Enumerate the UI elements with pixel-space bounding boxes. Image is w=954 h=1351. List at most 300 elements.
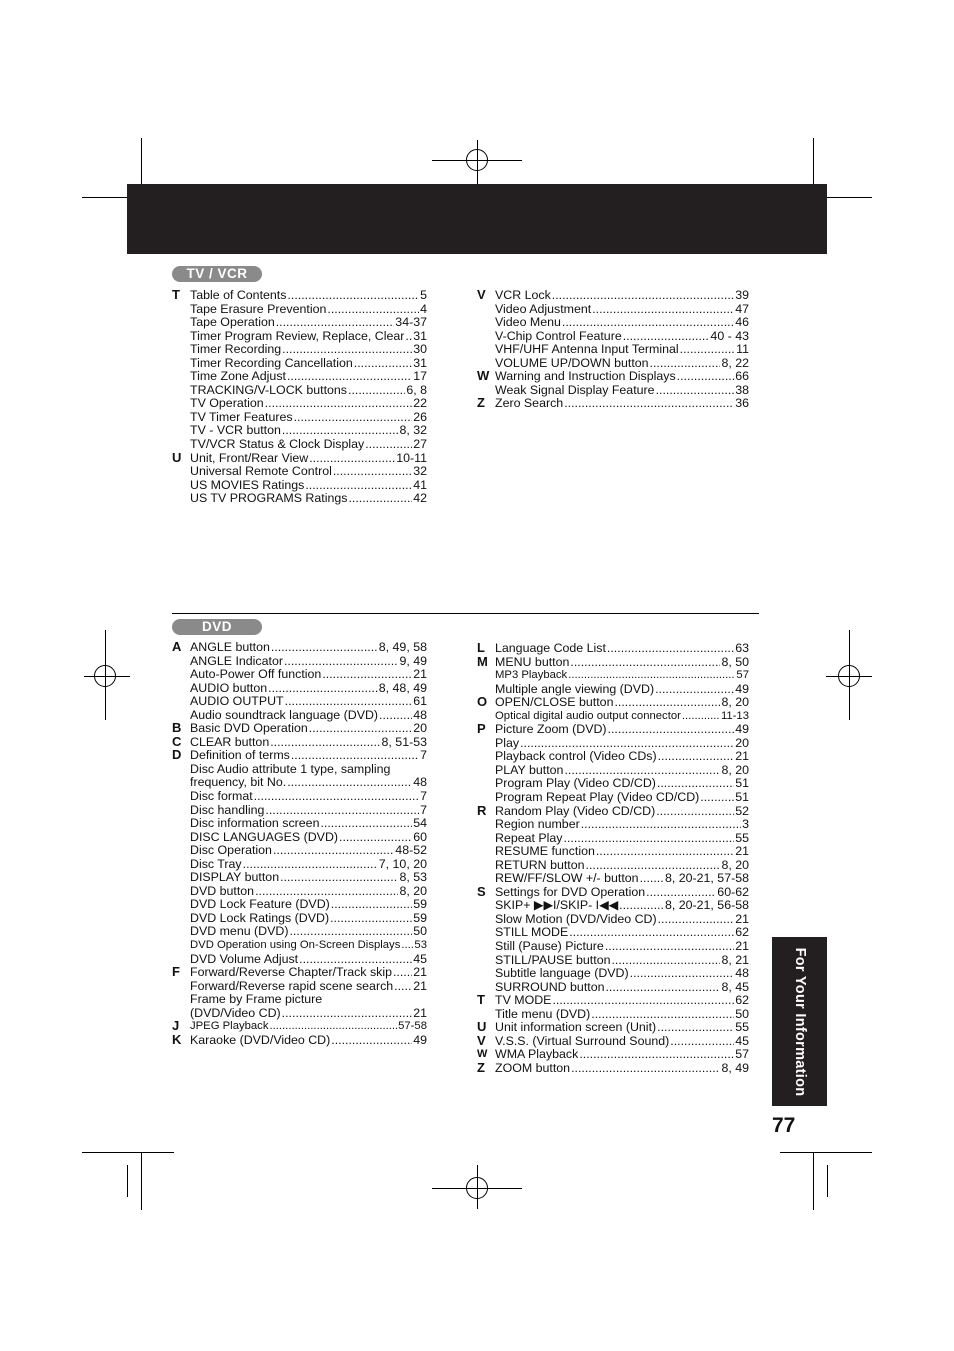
index-entry-label: US TV PROGRAMS Ratings — [190, 491, 348, 506]
index-entry — [495, 926, 749, 940]
dot-leader — [331, 898, 412, 912]
index-entry-label: Timer Recording — [190, 342, 282, 357]
index-entry-page: 3 — [742, 817, 749, 832]
index-entry-page: 27 — [413, 437, 427, 452]
dot-leader — [243, 858, 378, 872]
index-entry-label: AUDIO button — [190, 680, 268, 695]
index-entry-page: 62 — [735, 925, 749, 940]
index-entry-page: 8, 20 — [399, 883, 427, 898]
index-entry — [190, 695, 427, 709]
index-entry — [190, 289, 427, 303]
dot-leader — [656, 805, 734, 819]
index-entry-page: 57 — [735, 1047, 749, 1062]
index-entry-page: 48 — [413, 707, 427, 722]
index-letter-group — [477, 653, 749, 697]
index-letter: V — [477, 287, 486, 302]
dot-leader — [623, 330, 710, 344]
index-letter-group — [477, 642, 749, 656]
index-entry-page: 31 — [413, 328, 427, 343]
dot-leader — [650, 357, 721, 371]
index-entry — [495, 994, 749, 1008]
index-entry — [495, 683, 749, 697]
dot-leader — [299, 953, 412, 967]
index-entry-label: Forward/Reverse Chapter/Track skip — [190, 965, 392, 980]
dot-leader — [586, 859, 721, 873]
index-entry-page: 48 — [413, 775, 427, 790]
dot-leader — [331, 1034, 412, 1048]
index-entry-label: Disc handling — [190, 802, 265, 817]
index-letter-group — [172, 966, 427, 1020]
index-entry-page: 31 — [413, 355, 427, 370]
dot-leader — [305, 479, 412, 493]
index-entry — [190, 438, 427, 452]
index-entry — [190, 953, 427, 967]
index-entry-page: 59 — [413, 910, 427, 925]
index-entry — [495, 859, 749, 873]
dot-leader — [327, 303, 419, 317]
index-entry-page: 4 — [420, 301, 427, 316]
dot-leader — [552, 289, 734, 303]
index-entry — [190, 885, 427, 899]
index-entry — [495, 954, 749, 968]
index-entry — [495, 330, 749, 344]
index-entry-label: Slow Motion (DVD/Video CD) — [495, 911, 657, 926]
index-entry-page: 48 — [735, 966, 749, 981]
index-entry-page: 21 — [413, 965, 427, 980]
dot-leader — [607, 642, 734, 656]
dot-leader — [700, 791, 734, 805]
index-entry-label: MP3 Playback — [495, 669, 568, 682]
index-entry-label: Video Menu — [495, 315, 561, 330]
index-entry — [495, 872, 749, 886]
index-entry-label: DVD Lock Feature (DVD) — [190, 897, 330, 912]
dot-leader — [273, 844, 394, 858]
index-entry-page: 39 — [735, 288, 749, 302]
index-letter-group — [172, 722, 427, 736]
dot-leader — [268, 682, 378, 696]
dot-leader — [571, 1062, 720, 1076]
index-entry-label: V.S.S. (Virtual Surround Sound) — [495, 1033, 670, 1048]
index-entry — [495, 303, 749, 317]
dot-leader — [591, 1008, 734, 1022]
index-entry — [190, 790, 427, 804]
index-entry-page: 9, 49 — [399, 653, 427, 668]
index-letter-group — [477, 1032, 749, 1049]
index-entry — [495, 940, 749, 954]
index-entry-page: 21 — [413, 1005, 427, 1020]
dot-leader — [365, 438, 412, 452]
index-entry — [190, 925, 427, 939]
index-entry-label: Zero Search — [495, 396, 564, 411]
index-entry — [495, 832, 749, 846]
dot-leader — [354, 357, 412, 371]
index-entry-page: 20 — [735, 735, 749, 750]
index-entry-label: JPEG Playback — [190, 1020, 269, 1033]
dot-leader — [579, 1048, 734, 1062]
dot-leader — [348, 492, 412, 506]
index-entry-label: frequency, bit No. — [190, 775, 287, 790]
index-entry-page: 57-58 — [398, 1020, 427, 1033]
index-letter-group — [172, 449, 427, 506]
index-entry — [190, 492, 427, 506]
index-entry — [495, 845, 749, 859]
index-letter: D — [172, 747, 182, 763]
index-letter-group — [172, 1031, 427, 1048]
index-entry-page: 8, 20 — [721, 857, 749, 872]
index-entry — [495, 981, 749, 995]
dot-leader — [333, 465, 412, 479]
index-entry-label: TV Operation — [190, 396, 264, 411]
index-letter-group — [477, 1048, 749, 1062]
dot-leader — [280, 871, 398, 885]
dot-leader — [401, 939, 413, 953]
dot-leader — [592, 303, 734, 317]
index-letter: U — [477, 1019, 487, 1035]
index-entry-label: TRACKING/V-LOCK buttons — [190, 382, 347, 397]
dot-leader — [265, 804, 419, 818]
dot-leader — [322, 668, 412, 682]
index-entry — [190, 722, 427, 736]
dot-leader — [677, 370, 735, 384]
index-entry — [495, 777, 749, 791]
index-entry-label: TV - VCR button — [190, 423, 281, 438]
index-entry — [495, 1035, 749, 1049]
index-entry-label: DVD Volume Adjust — [190, 951, 299, 966]
dot-leader — [287, 776, 412, 790]
index-entry-label: RESUME function — [495, 844, 595, 859]
dot-leader — [611, 954, 720, 968]
index-entry-label: Unit, Front/Rear View — [190, 450, 309, 465]
index-entry — [190, 655, 427, 669]
index-entry — [495, 967, 749, 981]
index-letter: F — [172, 964, 180, 980]
dot-leader — [282, 1007, 413, 1021]
index-letter-group — [477, 723, 749, 804]
dot-leader — [656, 384, 735, 398]
index-entry-page: 52 — [735, 803, 749, 818]
dot-leader — [394, 980, 412, 994]
index-letter: Z — [477, 395, 485, 411]
index-entry — [495, 384, 749, 398]
index-entry — [190, 424, 427, 438]
index-entry-page: 10-11 — [396, 450, 427, 465]
index-entry-label: Still (Pause) Picture — [495, 939, 604, 954]
dot-leader — [646, 886, 716, 900]
index-entry — [495, 642, 749, 656]
index-entry-label: Unit information screen (Unit) — [495, 1020, 657, 1035]
index-entry-page: 62 — [735, 993, 749, 1008]
index-entry — [190, 912, 427, 926]
index-entry-page: 41 — [413, 477, 427, 492]
dot-leader — [271, 641, 378, 655]
index-entry-page: 63 — [735, 641, 749, 655]
index-entry-label: REW/FF/SLOW +/- button — [495, 871, 639, 886]
index-entry-label: Definition of terms — [190, 748, 290, 763]
dot-leader — [520, 737, 734, 751]
index-entry-label: Language Code List — [495, 641, 606, 655]
index-entry-label: DVD Lock Ratings (DVD) — [190, 910, 330, 925]
index-entry — [495, 316, 749, 330]
index-entry — [190, 384, 427, 398]
dot-leader — [330, 912, 412, 926]
index-letter: R — [477, 802, 487, 818]
dot-leader — [568, 669, 735, 683]
index-entry-page: 8, 21 — [721, 952, 749, 967]
dot-leader — [605, 981, 720, 995]
index-entry-page: 60-62 — [717, 884, 749, 899]
index-entry-page: 46 — [735, 315, 749, 330]
index-entry-label: Karaoke (DVD/Video CD) — [190, 1032, 331, 1047]
index-entry — [495, 289, 749, 303]
index-column-tv-vcr-left — [172, 289, 427, 506]
dot-leader — [680, 343, 735, 357]
index-entry — [190, 1007, 427, 1021]
index-entry-page: 8, 49 — [721, 1060, 749, 1075]
index-entry-label: Optical digital audio output connector — [495, 709, 681, 722]
index-entry — [190, 1034, 427, 1048]
index-entry-label: SKIP+ ▶▶I/SKIP- I◀◀ — [495, 898, 619, 913]
dot-leader — [562, 316, 734, 330]
index-letter-group — [477, 370, 749, 397]
index-entry — [190, 736, 427, 750]
dot-leader — [379, 709, 412, 723]
index-entry-page: 8, 32 — [399, 423, 427, 438]
index-entry-page: 54 — [413, 816, 427, 831]
index-entry-page: 66 — [735, 369, 749, 384]
index-entry-label: CLEAR button — [190, 734, 270, 749]
dot-leader — [405, 330, 412, 344]
index-letter-group — [477, 397, 749, 411]
index-letter-group — [477, 883, 749, 994]
index-entry — [190, 844, 427, 858]
dot-leader — [682, 710, 720, 724]
index-entry — [495, 343, 749, 357]
index-entry-page: 50 — [735, 1006, 749, 1021]
dot-leader — [658, 750, 735, 764]
index-entry-page: 45 — [735, 1033, 749, 1048]
dot-leader — [287, 289, 419, 303]
dot-leader — [630, 967, 735, 981]
index-entry-page: 21 — [413, 978, 427, 993]
index-entry — [495, 696, 749, 710]
index-letter: C — [172, 733, 182, 749]
index-entry-label: Tape Erasure Prevention — [190, 301, 327, 316]
index-entry-page: 30 — [413, 342, 427, 357]
index-entry-label: Timer Recording Cancellation — [190, 355, 353, 370]
index-entry-label: Table of Contents — [190, 288, 287, 302]
index-entry-label: ZOOM button — [495, 1060, 571, 1075]
index-entry-label: Tape Operation — [190, 315, 275, 330]
page-number: 77 — [772, 1114, 796, 1137]
index-entry-page: 8, 51-53 — [381, 734, 427, 749]
index-entry-label: Multiple angle viewing (DVD) — [495, 681, 655, 696]
index-entry — [190, 871, 427, 885]
dot-leader — [564, 764, 720, 778]
index-entry — [190, 749, 427, 763]
index-entry-page: 34-37 — [395, 315, 427, 330]
index-entry-page: 60 — [413, 829, 427, 844]
index-letter-group — [172, 1020, 427, 1034]
index-entry — [495, 886, 749, 900]
index-entry-label: STILL/PAUSE button — [495, 952, 611, 967]
index-entry-page: 32 — [413, 464, 427, 479]
index-letter-group — [172, 749, 427, 966]
index-entry-page: 6, 8 — [406, 382, 427, 397]
dot-leader — [282, 424, 399, 438]
index-letter-group — [172, 641, 427, 722]
index-entry-label: Region number — [495, 817, 580, 832]
index-entry-page: 21 — [735, 939, 749, 954]
index-letter: U — [172, 449, 182, 465]
index-entry — [190, 370, 427, 384]
index-entry-page: 21 — [735, 844, 749, 859]
index-column-tv-vcr-right — [477, 289, 749, 411]
index-letter: L — [477, 640, 485, 655]
index-entry-page: 7, 10, 20 — [378, 856, 427, 871]
index-entry — [495, 899, 749, 913]
dot-leader — [640, 872, 664, 886]
index-letter: Z — [477, 1059, 485, 1075]
index-entry — [495, 791, 749, 805]
index-entry — [495, 1008, 749, 1022]
index-entry — [190, 898, 427, 912]
index-entry-label: DVD menu (DVD) — [190, 924, 289, 939]
index-letter: K — [172, 1031, 182, 1047]
index-entry — [190, 303, 427, 317]
index-entry — [495, 737, 749, 751]
index-entry-label: ANGLE button — [190, 640, 270, 654]
side-tab-label: For Your Information — [791, 947, 808, 1096]
dot-leader — [596, 845, 734, 859]
index-entry-page: 8, 20 — [721, 762, 749, 777]
index-entry-label: Disc information screen — [190, 816, 320, 831]
index-letter: W — [477, 1048, 488, 1061]
index-letter-group — [477, 696, 749, 723]
dot-leader — [569, 926, 734, 940]
index-entry — [495, 370, 749, 384]
dot-leader — [294, 411, 413, 425]
dot-leader — [285, 695, 413, 709]
index-letter-group — [172, 289, 427, 452]
index-entry — [495, 750, 749, 764]
index-letter: W — [477, 368, 490, 384]
index-entry-label: US MOVIES Ratings — [190, 477, 305, 492]
index-letter: P — [477, 721, 486, 737]
index-entry — [190, 397, 427, 411]
index-entry-page: 51 — [735, 790, 749, 805]
index-entry-page: 7 — [420, 789, 427, 804]
index-entry — [190, 993, 427, 1007]
index-entry-page: 11 — [736, 342, 749, 357]
index-entry — [190, 682, 427, 696]
index-entry-label: DVD button — [190, 883, 255, 898]
index-letter: M — [477, 653, 488, 669]
dot-leader — [309, 452, 395, 466]
index-entry-page: 38 — [735, 382, 749, 397]
index-entry — [190, 980, 427, 994]
dot-leader — [657, 1021, 734, 1035]
index-entry-label: Random Play (Video CD/CD) — [495, 803, 656, 818]
index-entry-label: Audio soundtrack language (DVD) — [190, 707, 379, 722]
index-entry-label: Program Play (Video CD/CD) — [495, 776, 656, 791]
section-title-dvd: DVD — [172, 619, 262, 635]
dot-leader — [564, 832, 735, 846]
index-entry — [495, 1062, 749, 1076]
dot-leader — [254, 790, 419, 804]
index-entry-page: 42 — [413, 491, 427, 506]
index-entry-page: 55 — [735, 830, 749, 845]
index-entry-page: 51 — [735, 776, 749, 791]
dot-leader — [614, 696, 720, 710]
dot-leader — [276, 316, 395, 330]
index-entry-page: 50 — [413, 924, 427, 939]
index-entry-page: 8, 20-21, 57-58 — [664, 871, 749, 886]
index-entry-page: 11-13 — [720, 709, 749, 722]
dot-leader — [605, 940, 734, 954]
index-entry-page: 20 — [413, 721, 427, 736]
index-entry-label: TV Timer Features — [190, 409, 293, 424]
index-entry-label: Disc format — [190, 789, 253, 804]
dot-leader — [655, 683, 734, 697]
dot-leader — [619, 899, 664, 913]
index-letter-group — [477, 1021, 749, 1035]
index-entry-label: VCR Lock — [495, 288, 551, 302]
index-entry — [190, 966, 427, 980]
index-entry-page: 5 — [420, 288, 427, 302]
index-entry-page: 57 — [736, 669, 749, 682]
index-entry-page: 8, 48, 49 — [378, 680, 427, 695]
index-entry-label: Subtitle language (DVD) — [495, 966, 629, 981]
index-letter: T — [477, 992, 485, 1008]
dot-leader — [291, 749, 419, 763]
header-bar — [127, 184, 827, 254]
dot-leader — [309, 722, 412, 736]
index-letter-group — [477, 1059, 749, 1076]
dot-leader — [657, 777, 734, 791]
index-entry-page: 49 — [735, 722, 749, 737]
dot-leader — [284, 655, 398, 669]
index-entry — [190, 343, 427, 357]
dot-leader — [658, 913, 735, 927]
dot-leader — [320, 817, 412, 831]
dot-leader — [282, 343, 412, 357]
index-entry-label: OPEN/CLOSE button — [495, 695, 614, 710]
index-entry-label: VHF/UHF Antenna Input Terminal — [495, 342, 679, 357]
index-entry-label: RETURN button — [495, 857, 585, 872]
index-entry-page: 8, 50 — [721, 654, 749, 669]
dot-leader — [265, 397, 413, 411]
dot-leader — [564, 397, 734, 411]
index-entry-page: 8, 45 — [721, 979, 749, 994]
index-entry-page: 8, 20 — [721, 695, 749, 710]
index-letter: S — [477, 883, 486, 899]
index-entry-label: DISPLAY button — [190, 870, 280, 885]
index-entry-label: (DVD/Video CD) — [190, 1005, 281, 1020]
index-entry-label: PLAY button — [495, 762, 564, 777]
index-entry — [190, 709, 427, 723]
index-entry — [495, 913, 749, 927]
index-entry-page: 17 — [413, 369, 427, 384]
index-letter-group — [477, 802, 749, 886]
dot-leader — [570, 656, 720, 670]
index-entry — [495, 818, 749, 832]
index-entry-page: 40 - 43 — [710, 328, 749, 343]
dot-leader — [287, 370, 412, 384]
section-title-tv-vcr: TV / VCR — [172, 266, 262, 282]
index-entry-label: TV/VCR Status & Clock Display — [190, 437, 365, 452]
index-letter: B — [172, 720, 182, 736]
dot-leader — [269, 1020, 397, 1034]
